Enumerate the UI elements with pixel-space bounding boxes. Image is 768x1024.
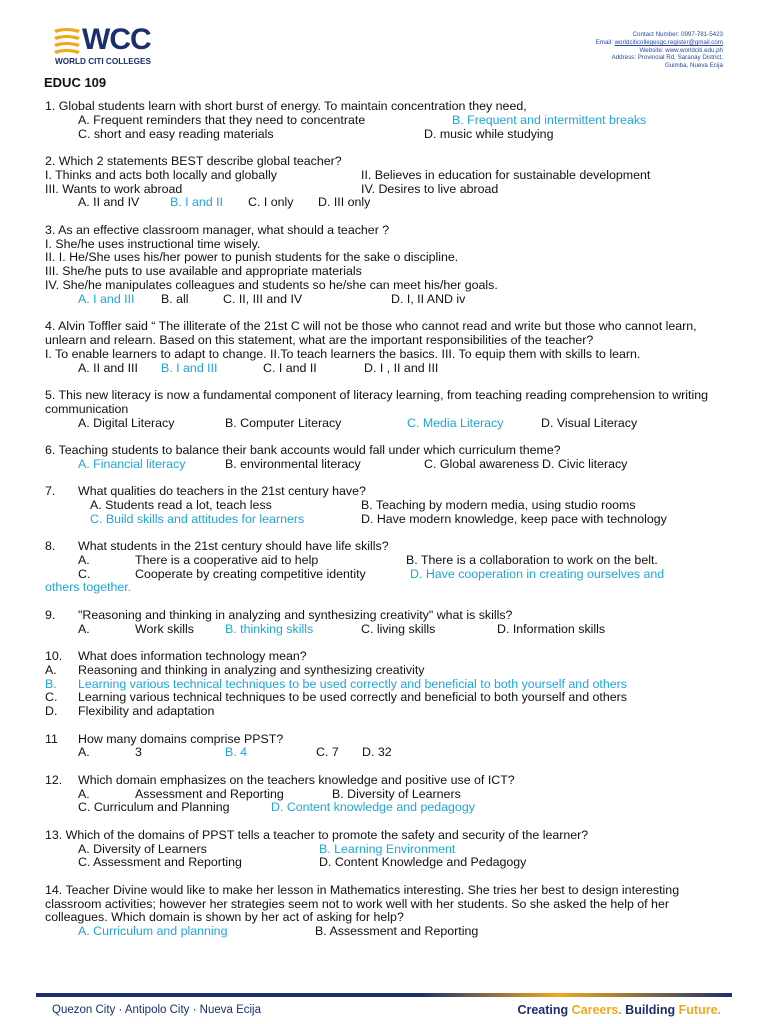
question-6 <box>45 444 725 472</box>
logo-wordmark: WCC <box>82 23 151 56</box>
contact-number: Contact Number: 0997-781-5423 <box>632 31 723 38</box>
question-3 <box>45 224 725 307</box>
statement-ii: II. I. He/She uses his/her power to punish students for the sake o discipline. <box>45 250 459 265</box>
question-number: 7. <box>45 484 56 499</box>
choice-d: D. Visual Literacy <box>541 415 638 430</box>
statement-iii: III. She/he puts to use available and appropriate materials <box>45 264 362 279</box>
choice-a: 3 <box>135 745 142 760</box>
choice-d: Flexibility and adaptation <box>78 704 215 719</box>
question-12 <box>45 774 725 815</box>
choice-b: B. There is a collaboration to work on the belt. <box>406 552 658 567</box>
choice-b: B. Assessment and Reporting <box>315 924 479 939</box>
choice-c: C. Curriculum and Planning <box>78 800 230 815</box>
choice-a: A. II and IV <box>78 195 140 210</box>
statement-i: I. Thinks and acts both locally and globally <box>45 167 277 182</box>
contact-email-line <box>596 39 723 47</box>
choice-a-answer: A. I and III <box>78 291 135 306</box>
choice-a-letter: A. <box>78 552 90 567</box>
choice-c: Cooperate by creating competitive identity <box>135 566 366 581</box>
contact-address-1: Address: Provincial Rd, Saranay District, <box>611 54 723 62</box>
choice-a-letter: A. <box>45 662 57 677</box>
choice-d-letter: D. <box>45 704 58 719</box>
question-number: 8. <box>45 539 56 554</box>
choice-c: C. II, III and IV <box>223 291 303 306</box>
question-stem: 1. Global students learn with short burst of energy. To maintain concentration they need, <box>45 99 527 113</box>
quiz-content <box>45 100 725 953</box>
statement-ii: II. Believes in education for sustainable development <box>361 167 651 182</box>
choice-a: Assessment and Reporting <box>135 786 284 801</box>
choice-d: D. I , II and III <box>364 360 439 375</box>
choice-c: Learning various technical techniques to be used correctly and beneficial to both yourself and others <box>78 690 627 705</box>
tagline-part-4: Future. <box>678 1003 721 1017</box>
choice-a: A. Digital Literacy <box>78 415 175 430</box>
tagline-part-1: Creating <box>517 1003 572 1017</box>
choice-d: D. Have modern knowledge, keep pace with technology <box>361 511 667 526</box>
course-title: EDUC 109 <box>44 75 107 90</box>
question-stem: 4. Alvin Toffler said “ The illiterate of the 21st C will not be those who cannot read and write but those who cannot learn, unlearn and relearn. Based on this statement, what are the important responsibilities of the teacher? <box>45 319 697 347</box>
statement-iv: IV. She/he manipulates colleagues and students so he/she can meet his/her goals. <box>45 277 498 292</box>
question-number: 9. <box>45 607 56 622</box>
choice-a-letter: A. <box>78 621 90 636</box>
question-2 <box>45 155 725 210</box>
choice-c: C. I only <box>248 195 294 210</box>
choice-c-letter: C. <box>45 690 58 705</box>
contact-block <box>596 31 723 70</box>
question-7 <box>45 485 725 526</box>
choice-a: A. Diversity of Learners <box>78 841 207 856</box>
question-stem: 13. Which of the domains of PPST tells a teacher to promote the safety and security of the learner? <box>45 827 589 842</box>
question-stem: What qualities do teachers in the 21st century have? <box>78 484 366 499</box>
choice-a-letter: A. <box>78 786 90 801</box>
choice-a: Reasoning and thinking in analyzing and synthesizing creativity <box>78 662 425 677</box>
wings-icon <box>52 24 82 58</box>
choice-c-answer: C. Build skills and attitudes for learners <box>90 511 305 526</box>
question-4 <box>45 320 725 375</box>
question-stem: What students in the 21st century should have life skills? <box>78 539 389 554</box>
question-stem: 3. As an effective classroom manager, what should a teacher ? <box>45 222 390 237</box>
statements: I. To enable learners to adapt to change. II.To teach learners the basics. III. To equip them with skills to learn. <box>45 346 641 361</box>
question-14 <box>45 884 725 939</box>
choice-c: C. Global awareness <box>424 456 540 471</box>
choice-a-answer: A. Curriculum and planning <box>78 924 228 939</box>
question-10 <box>45 650 725 719</box>
question-8 <box>45 540 725 595</box>
choice-a: A. II and III <box>78 360 138 375</box>
choice-d-answer: D. Content knowledge and pedagogy <box>271 800 475 815</box>
choice-c: C. short and easy reading materials <box>78 126 274 141</box>
choice-d: D. Civic literacy <box>542 456 628 471</box>
question-13 <box>45 829 725 870</box>
contact-address-2: Guimba, Nueva Ecija <box>664 62 723 70</box>
choice-b: B. all <box>161 291 189 306</box>
choice-c: C. 7 <box>316 745 339 760</box>
choice-b-letter: B. <box>45 676 57 691</box>
choice-b: B. Teaching by modern media, using studio rooms <box>361 497 636 512</box>
contact-website: Website: www.worldciti.edu.ph <box>639 46 723 54</box>
question-stem: Which domain emphasizes on the teachers knowledge and positive use of ICT? <box>78 772 515 787</box>
question-stem: How many domains comprise PPST? <box>78 731 284 746</box>
question-11 <box>45 733 725 761</box>
choice-b-answer: B. I and II <box>170 195 224 210</box>
campus-locations: Quezon City · Antipolo City · Nueva Ecija <box>52 1004 262 1016</box>
contact-email-label: Email: <box>595 38 615 46</box>
choice-c: C. I and II <box>263 360 317 375</box>
choice-c-letter: C. <box>78 566 91 581</box>
tagline-part-3: Building <box>621 1003 679 1017</box>
question-stem: 14. Teacher Divine would like to make her lesson in Mathematics interesting. She tries her best to design interesting classroom activities; however her strategies seem not to work well with her students. So she asked the help of her colleagues. Which domain is shown by her act of asking for help? <box>45 882 680 925</box>
choice-c: C. Assessment and Reporting <box>78 855 242 870</box>
choice-d: D. 32 <box>362 745 392 760</box>
choice-a: Work skills <box>135 621 194 636</box>
question-1 <box>45 100 725 141</box>
choice-c-answer: C. Media Literacy <box>407 415 504 430</box>
question-stem: "Reasoning and thinking in analyzing and synthesizing creativity" what is skills? <box>78 607 513 622</box>
choice-a-letter: A. <box>78 745 90 760</box>
footer-divider <box>36 993 732 997</box>
question-stem: 6. Teaching students to balance their bank accounts would fall under which curriculum theme? <box>45 442 561 457</box>
choice-a-answer: A. Financial literacy <box>78 456 186 471</box>
tagline-part-2: Careers. <box>571 1003 622 1017</box>
choice-d: D. Content Knowledge and Pedagogy <box>319 855 527 870</box>
question-stem: 2. Which 2 statements BEST describe global teacher? <box>45 153 342 168</box>
choice-a: A. Students read a lot, teach less <box>90 497 272 512</box>
question-9 <box>45 609 725 637</box>
choice-b: B. Computer Literacy <box>225 415 342 430</box>
choice-b-answer: Learning various technical techniques to be used correctly and beneficial to both yourself and others <box>78 676 627 691</box>
choice-d: D. Information skills <box>497 621 606 636</box>
choice-b: B. environmental literacy <box>225 456 361 471</box>
choice-c: C. living skills <box>361 621 436 636</box>
logo-subtitle: WORLD CITI COLLEGES <box>55 57 151 66</box>
choice-b: B. Diversity of Learners <box>332 786 461 801</box>
choice-a: There is a cooperative aid to help <box>135 552 319 567</box>
question-number: 11 <box>45 731 58 746</box>
choice-b-answer: B. I and III <box>161 360 218 375</box>
question-number: 12. <box>45 772 63 787</box>
choice-b-answer: B. Frequent and intermittent breaks <box>452 112 647 127</box>
choice-d-answer: D. Have cooperation in creating ourselves and <box>410 566 665 581</box>
question-stem: What does information technology mean? <box>78 649 307 664</box>
choice-d-answer-cont: others together. <box>45 580 132 595</box>
choice-a: A. Frequent reminders that they need to concentrate <box>78 112 366 127</box>
choice-d: D. III only <box>318 195 371 210</box>
statement-iii: III. Wants to work abroad <box>45 181 183 196</box>
choice-d: D. I, II AND iv <box>391 291 466 306</box>
contact-email-link[interactable]: worldciticollegesgc.register@gmail.com <box>614 38 723 46</box>
question-5 <box>45 389 725 430</box>
question-stem: 5. This new literacy is now a fundamental component of literacy learning, from teaching reading comprehension to writing communication <box>45 387 709 416</box>
statement-i: I. She/he uses instructional time wisely. <box>45 236 261 251</box>
question-number: 10. <box>45 649 63 664</box>
choice-d: D. music while studying <box>424 126 554 141</box>
choice-b-answer: B. 4 <box>225 745 248 760</box>
choice-b-answer: B. thinking skills <box>225 621 314 636</box>
school-logo <box>52 22 192 72</box>
choice-b-answer: B. Learning Environment <box>319 841 456 856</box>
footer-tagline <box>517 1003 721 1017</box>
statement-iv: IV. Desires to live abroad <box>361 181 499 196</box>
